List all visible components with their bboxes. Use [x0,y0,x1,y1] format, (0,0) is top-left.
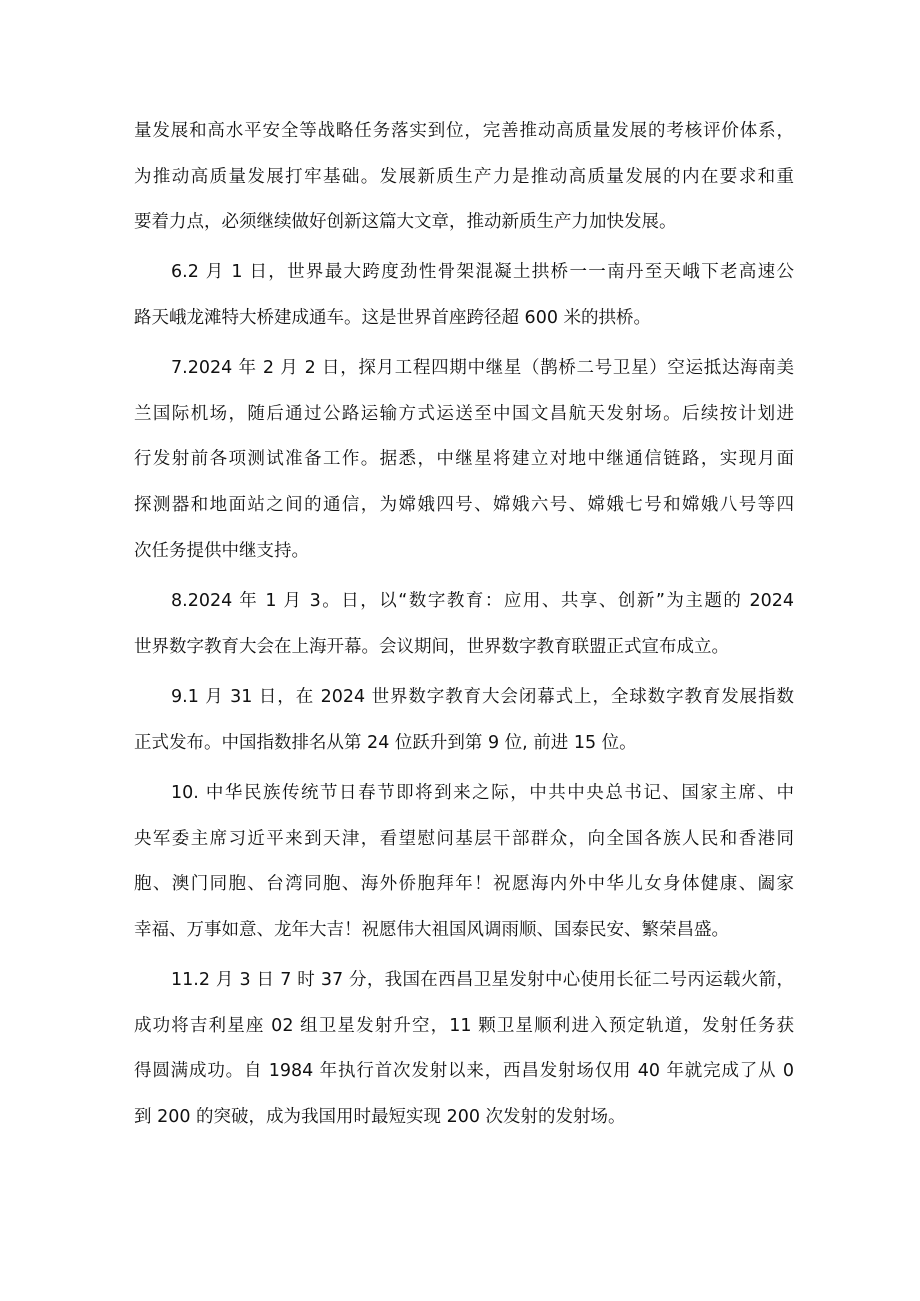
body-text-line: 要着力点，必须继续做好创新这篇大文章，推动新质生产力加快发展。 [134,212,677,232]
list-item-line: 9.1 月 31 日，在 2024 世界数字教育大会闭幕式上，全球数字教育发展指数 [171,687,794,707]
list-item-line: 8.2024 年 1 月 3。日，以“数字教育：应用、共享、创新”为主题的 2024 [171,591,794,611]
body-text-line: 量发展和高水平安全等战略任务落实到位，完善推动高质量发展的考核评价体系， [134,121,794,141]
list-item-line: 探测器和地面站之间的通信，为嫦娥四号、嫦娥六号、嫦娥七号和嫦娥八号等四 [134,495,794,515]
list-item-line: 到 200 的突破，成为我国用时最短实现 200 次发射的发射场。 [134,1107,626,1127]
list-item-line: 6.2 月 1 日，世界最大跨度劲性骨架混凝土拱桥一一南丹至天峨下老高速公 [171,262,794,282]
list-item-line: 央军委主席习近平来到天津，看望慰问基层干部群众，向全国各族人民和香港同 [134,829,794,849]
list-item-line: 10. 中华民族传统节日春节即将到来之际，中共中央总书记、国家主席、中 [171,783,794,803]
list-item-line: 得圆满成功。自 1984 年执行首次发射以来，西昌发射场仅用 40 年就完成了从 0 [134,1061,794,1081]
list-item-line: 幸福、万事如意、龙年大吉！祝愿伟大祖国风调雨顺、国泰民安、繁荣昌盛。 [134,920,729,940]
list-item-line: 正式发布。中国指数排名从第 24 位跃升到第 9 位, 前进 15 位。 [134,733,637,753]
list-item-line: 成功将吉利星座 02 组卫星发射升空，11 颗卫星顺利进入预定轨道，发射任务获 [134,1016,794,1036]
list-item-line: 兰国际机场，随后通过公路运输方式运送至中国文昌航天发射场。后续按计划进 [134,404,794,424]
list-item-line: 路天峨龙滩特大桥建成通车。这是世界首座跨径超 600 米的拱桥。 [134,308,652,328]
list-item-line: 11.2 月 3 日 7 时 37 分，我国在西昌卫星发射中心使用长征二号丙运载火箭， [171,970,794,990]
body-text-line: 为推动高质量发展打牢基础。发展新质生产力是推动高质量发展的内在要求和重 [134,167,794,187]
list-item-line: 7.2024 年 2 月 2 日，探月工程四期中继星（鹊桥二号卫星）空运抵达海南美 [171,358,794,378]
list-item-line: 胞、澳门同胞、台湾同胞、海外侨胞拜年！祝愿海内外中华儿女身体健康、阖家 [134,874,794,894]
list-item-line: 次任务提供中继支持。 [134,541,309,561]
list-item-line: 行发射前各项测试准备工作。据悉，中继星将建立对地中继通信链路，实现月面 [134,449,794,469]
list-item-line: 世界数字教育大会在上海开幕。会议期间，世界数字教育联盟正式宣布成立。 [134,637,729,657]
